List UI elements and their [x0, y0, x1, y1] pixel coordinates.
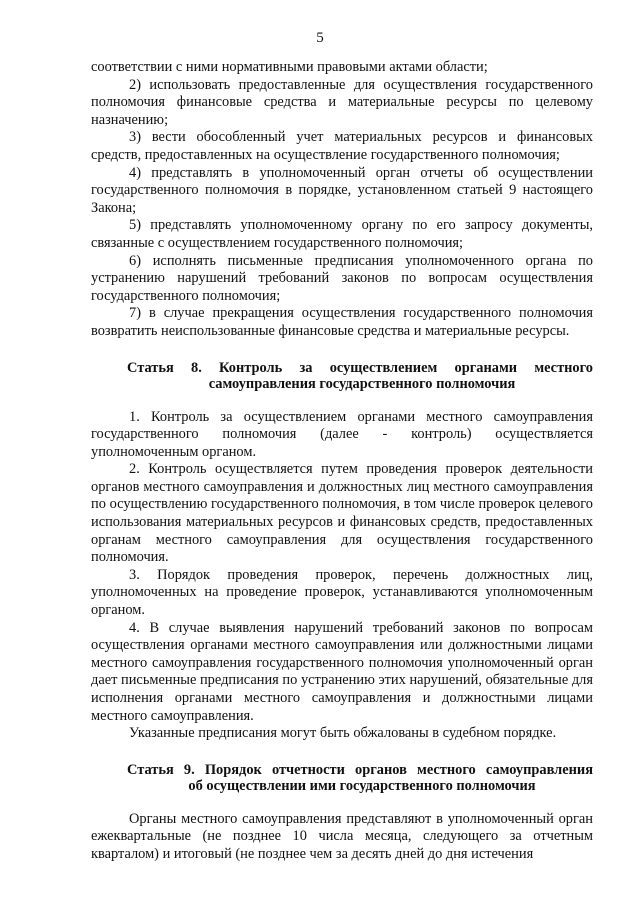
obligation-item-5: 5) представлять уполномоченному органу по его запросу документы, связанные с осуществлением государственного полномочия;	[91, 217, 593, 251]
article-8-clause-3: 3. Порядок проведения проверок, перечень должностных лиц, уполномоченных на проведение проверок, устанавливаются уполномоченным органом.	[91, 566, 593, 619]
article-8-clause-2: 2. Контроль осуществляется путем проведения проверок деятельности органов местного самоуправления и должностных лиц местного самоуправления по осуществлению государственного полномочия, в том числе проверок целевого использования материальных ресурсов и финансовых средств, предоставленных органам местного самоуправления для осуществления государственного полномочия.	[91, 461, 593, 566]
article-8-clause-4: 4. В случае выявления нарушений требований законов по вопросам осуществления органами местного самоуправления или должностными лицами местного самоуправления государственного полномочия уполномоченный орган дает письменные предписания по устранению этих нарушений, обязательные для исполнения органами местного самоуправления и должностными лицами местного самоуправления.	[91, 619, 593, 724]
article-9-heading	[91, 762, 593, 794]
document-body	[91, 59, 593, 864]
article-8-clause-1: 1. Контроль за осуществлением органами местного самоуправления государственного полномочия (далее - контроль) осуществляется уполномоченным органом.	[91, 408, 593, 460]
obligation-item-7: 7) в случае прекращения осуществления государственного полномочия возвратить неиспользованные финансовые средства и материальные ресурсы.	[91, 305, 593, 339]
page-number: 5	[316, 30, 324, 46]
article-8-heading-line-2: самоуправления государственного полномочия	[208, 375, 516, 392]
obligation-item-4: 4) представлять в уполномоченный орган отчеты об осуществлении государственного полномочия в порядке, установленном статьей 9 настоящего Закона;	[91, 164, 593, 216]
article-8-heading	[91, 360, 593, 392]
obligation-item-3: 3) вести обособленный учет материальных ресурсов и финансовых средств, предоставленных на осуществление государственного полномочия;	[91, 129, 593, 163]
obligation-item-2: 2) использовать предоставленные для осуществления государственного полномочия финансовые средства и материальные ресурсы по целевому назначению;	[91, 76, 593, 128]
article-9-heading-line-1: Статья 9. Порядок отчетности органов местного самоуправления	[127, 761, 593, 778]
article-9-paragraph-1: Органы местного самоуправления представляют в уполномоченный орган ежеквартальные (не позднее 10 числа месяца, следующего за отчетным кварталом) и итоговый (не позднее чем за десять дней до дня истечения	[91, 810, 593, 862]
article-8-appeal-note: Указанные предписания могут быть обжалованы в судебном порядке.	[129, 725, 557, 742]
article-9-heading-line-2: об осуществлении ими государственного полномочия	[188, 777, 536, 794]
intro-paragraph-continuation: соответствии с ними нормативными правовыми актами области;	[91, 59, 488, 75]
article-8-heading-line-1: Статья 8. Контроль за осуществлением органами местного	[127, 359, 593, 376]
obligation-item-6: 6) исполнять письменные предписания уполномоченного органа по устранению нарушений требований законов по вопросам осуществления государственного полномочия;	[91, 252, 593, 304]
